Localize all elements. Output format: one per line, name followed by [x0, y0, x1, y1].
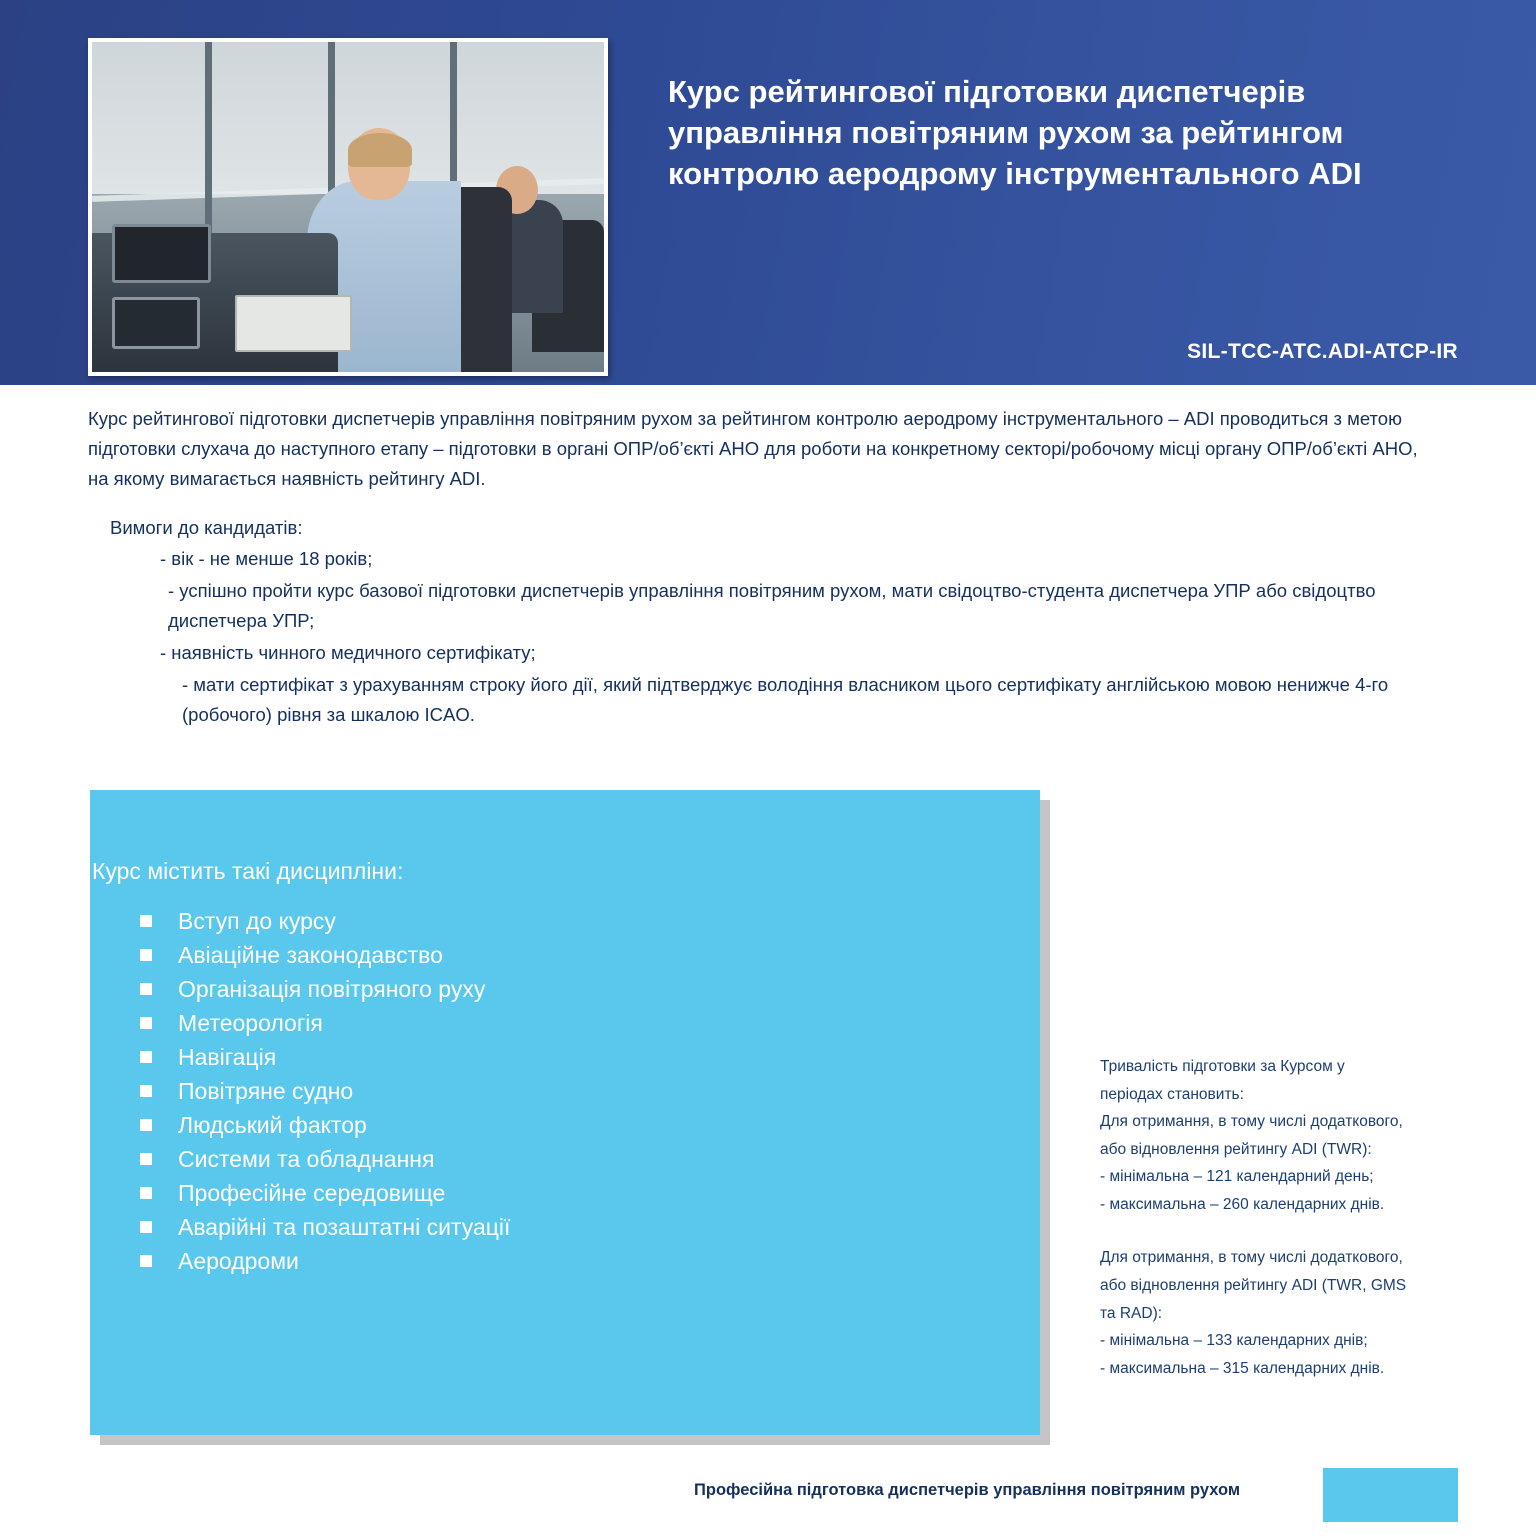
- square-bullet-icon: [140, 1153, 152, 1165]
- photo-radar-screen: [112, 297, 200, 349]
- discipline-label: Системи та обладнання: [178, 1146, 435, 1172]
- duration-block2-max: - максимальна – 315 календарних днів.: [1100, 1359, 1385, 1377]
- discipline-label: Навігація: [178, 1044, 277, 1070]
- square-bullet-icon: [140, 983, 152, 995]
- list-item: [140, 1010, 1000, 1044]
- requirement-text: - вік - не менше 18 років;: [160, 548, 373, 569]
- discipline-label: Людський фактор: [178, 1112, 367, 1138]
- duration-block2-line2: або відновлення рейтингу ADI (TWR, GMS: [1100, 1277, 1407, 1295]
- disciplines-list: [140, 908, 1000, 1282]
- spacer: [1100, 1218, 1460, 1244]
- discipline-label: Повітряне судно: [178, 1078, 354, 1104]
- discipline-label: Авіаційне законодавство: [178, 942, 443, 968]
- footer: [0, 1478, 1536, 1536]
- photo-desk-equipment: [235, 295, 352, 352]
- photo-controller-hair: [348, 133, 412, 167]
- square-bullet-icon: [140, 1221, 152, 1233]
- discipline-label: Метеорологія: [178, 1010, 323, 1036]
- requirement-text: - наявність чинного медичного сертифікату;: [160, 641, 536, 663]
- list-item: [160, 638, 1430, 668]
- intro-paragraph: Курс рейтингової підготовки диспетчерів управління повітряним рухом за рейтингом контролю аеродрому інструментального – ADI проводиться з метою підготовки слухача до наступного етапу – підготовки в органі ОПР/об’єкті АНО для роботи на конкретному секторі/робочому місці органу ОПР/об’єкті АНО, на якому вимагається наявність рейтингу ADI.: [88, 408, 1418, 489]
- disciplines-title: Курс містить такі дисципліни:: [92, 858, 404, 884]
- list-item: [140, 1112, 1000, 1146]
- duration-block2-min: - мінімальна – 133 календарних днів;: [1100, 1332, 1368, 1350]
- discipline-label: Аварійні та позаштатні ситуації: [178, 1214, 511, 1240]
- duration-block1-line1: Для отримання, в тому числі додаткового,: [1100, 1113, 1403, 1131]
- list-item: [160, 670, 1430, 730]
- header-photo-frame: [88, 38, 608, 376]
- list-item: [140, 942, 1000, 976]
- list-item: [140, 1146, 1000, 1180]
- square-bullet-icon: [140, 1187, 152, 1199]
- photo-radar-screen: [112, 224, 210, 283]
- control-tower-photo: [92, 42, 604, 372]
- duration-block2-line3: та RAD):: [1100, 1304, 1163, 1322]
- duration-lead-line1: Тривалість підготовки за Курсом у: [1100, 1058, 1345, 1075]
- square-bullet-icon: [140, 915, 152, 927]
- list-item: [140, 976, 1000, 1010]
- square-bullet-icon: [140, 1051, 152, 1063]
- square-bullet-icon: [140, 1255, 152, 1267]
- discipline-label: Аеродроми: [178, 1248, 299, 1274]
- requirement-text: - успішно пройти курс базової підготовки диспетчерів управління повітряним рухом, мати свідоцтво-студента диспетчера УПР або свідоцтво диспетчера УПР;: [168, 579, 1376, 631]
- duration-block1-min: - мінімальна – 121 календарний день;: [1100, 1168, 1374, 1186]
- duration-block2-line1: Для отримання, в тому числі додаткового,: [1100, 1249, 1403, 1267]
- duration-lead-line2: періодах становить:: [1100, 1085, 1244, 1103]
- list-item: [140, 1248, 1000, 1282]
- list-item: [140, 1180, 1000, 1214]
- list-item: [160, 576, 1430, 636]
- footer-caption: Професійна підготовка диспетчерів управління повітряним рухом: [694, 1481, 1241, 1499]
- square-bullet-icon: [140, 1085, 152, 1097]
- list-item: [140, 908, 1000, 942]
- list-item: [160, 544, 1430, 574]
- requirement-text: - мати сертифікат з урахуванням строку його дії, який підтверджує володіння власником цього сертифікату англійською мовою ненижче 4-го (робочого) рівня за шкалою ICAO.: [182, 673, 1389, 725]
- discipline-label: Професійне середовище: [178, 1180, 446, 1206]
- duration-block: [1100, 1053, 1460, 1382]
- duration-block1-line2: або відновлення рейтингу ADI (TWR):: [1100, 1140, 1372, 1158]
- list-item: [140, 1044, 1000, 1078]
- duration-block1-max: - максимальна – 260 календарних днів.: [1100, 1195, 1385, 1213]
- header-banner: [0, 0, 1536, 385]
- square-bullet-icon: [140, 1017, 152, 1029]
- discipline-label: Організація повітряного руху: [178, 976, 486, 1002]
- square-bullet-icon: [140, 1119, 152, 1131]
- requirements-list: [160, 544, 1430, 732]
- footer-strip: [0, 1522, 1536, 1536]
- discipline-label: Вступ до курсу: [178, 908, 336, 934]
- photo-window-mullion: [205, 42, 212, 247]
- square-bullet-icon: [140, 949, 152, 961]
- course-code: SIL-TCC-ATC.ADI-ATCP-IR: [1187, 340, 1458, 363]
- list-item: [140, 1078, 1000, 1112]
- requirements-title: Вимоги до кандидатів:: [110, 517, 303, 538]
- list-item: [140, 1214, 1000, 1248]
- page-title: Курс рейтингової підготовки диспетчерів управління повітряним рухом за рейтингом контролю аеродрому інструментального ADI: [668, 74, 1362, 191]
